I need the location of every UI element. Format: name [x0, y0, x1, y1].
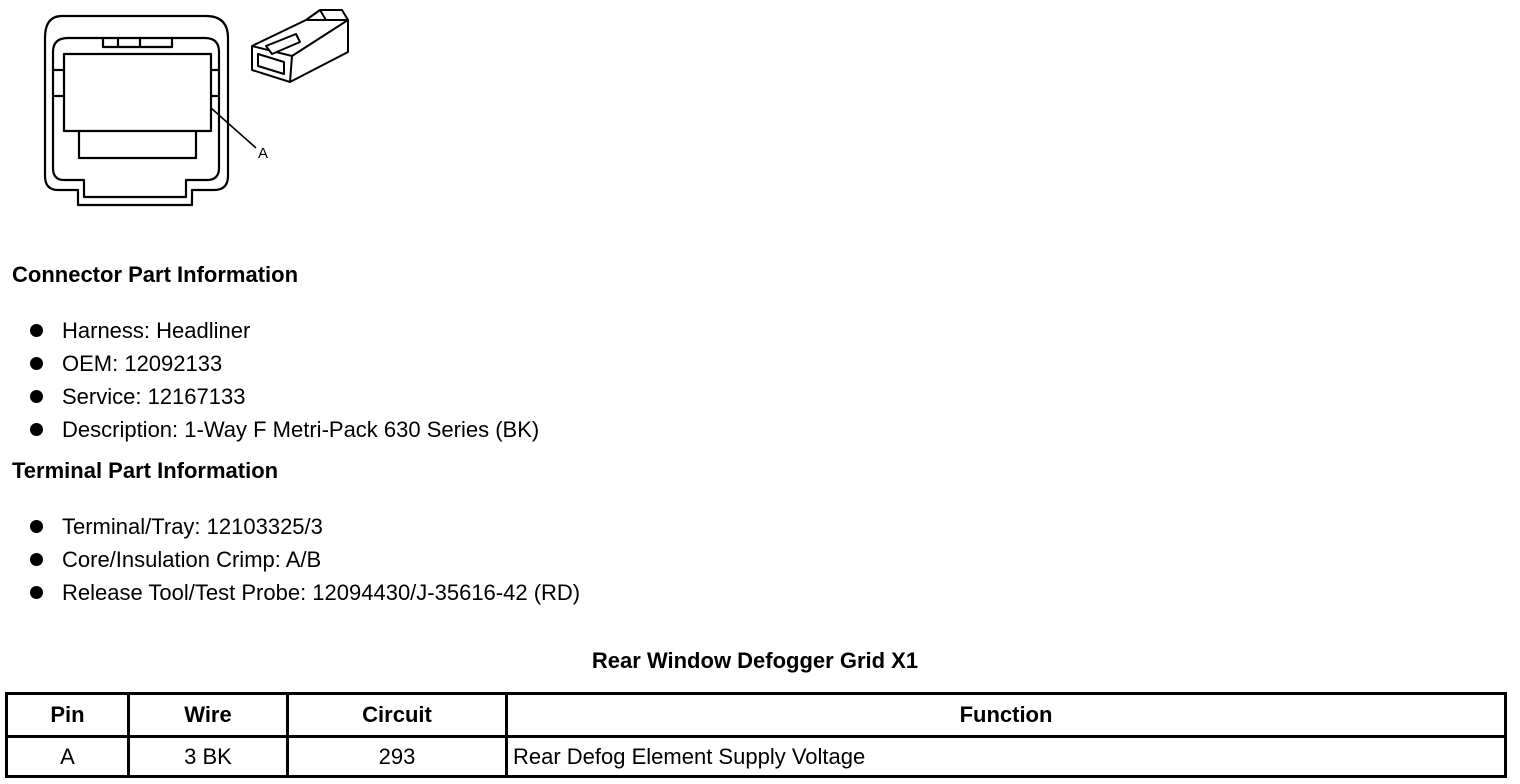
bullet-icon	[30, 586, 43, 599]
list-item	[30, 510, 580, 543]
terminal-info-heading: Terminal Part Information	[12, 458, 279, 483]
locking-tab	[103, 38, 172, 47]
column-header-function: Function	[507, 694, 1506, 737]
bullet-icon	[30, 553, 43, 566]
terminal-info-list	[30, 510, 580, 609]
list-item-text: OEM: 12092133	[62, 351, 223, 376]
column-header-circuit: Circuit	[288, 694, 507, 737]
column-header-wire: Wire	[129, 694, 288, 737]
table-title: Rear Window Defogger Grid X1	[591, 648, 919, 673]
list-item-text: Release Tool/Test Probe: 12094430/J-35616-42 (RD)	[62, 580, 581, 605]
cell-function: Rear Defog Element Supply Voltage	[507, 737, 1506, 777]
connector-face-outline	[45, 16, 228, 205]
cell-pin: A	[7, 737, 129, 777]
callout-label-a: A	[258, 145, 269, 162]
bullet-icon	[30, 357, 43, 370]
list-item	[30, 380, 539, 413]
list-item	[30, 413, 539, 446]
list-item-text: Service: 12167133	[62, 384, 246, 409]
bullet-icon	[30, 324, 43, 337]
connector-inner-shell	[53, 38, 219, 197]
list-item-text: Harness: Headliner	[62, 318, 251, 343]
list-item	[30, 314, 539, 347]
table-header-row	[7, 694, 1506, 737]
list-item	[30, 576, 580, 609]
terminal-cavity	[64, 54, 211, 131]
list-item	[30, 543, 580, 576]
list-item	[30, 347, 539, 380]
callout-leader	[211, 108, 256, 148]
connector-diagram	[0, 0, 380, 220]
pinout-table	[5, 692, 1507, 778]
bullet-icon	[30, 390, 43, 403]
list-item-text: Terminal/Tray: 12103325/3	[62, 514, 323, 539]
connector-info-heading: Connector Part Information	[12, 262, 299, 287]
bullet-icon	[30, 520, 43, 533]
connector-info-list	[30, 314, 539, 446]
table-row	[7, 737, 1506, 777]
cell-wire: 3 BK	[129, 737, 288, 777]
list-item-text: Description: 1-Way F Metri-Pack 630 Series (BK)	[62, 417, 540, 442]
list-item-text: Core/Insulation Crimp: A/B	[62, 547, 322, 572]
connector-isometric-view	[252, 10, 348, 82]
cell-circuit: 293	[288, 737, 507, 777]
column-header-pin: Pin	[7, 694, 129, 737]
bullet-icon	[30, 423, 43, 436]
